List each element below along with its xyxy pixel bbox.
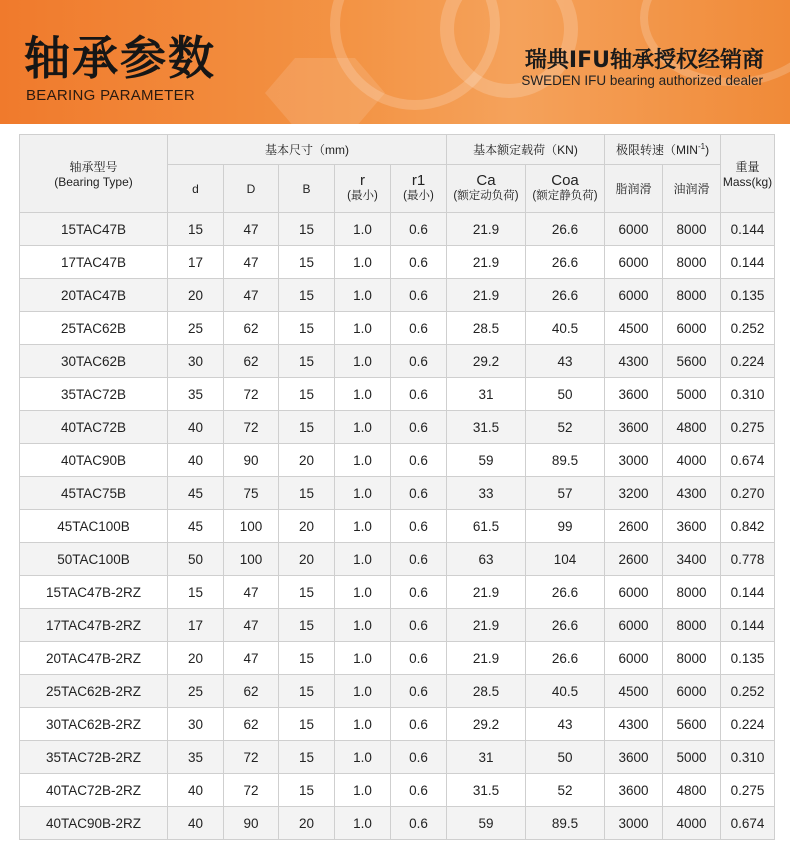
cell-d: 50 xyxy=(168,543,224,576)
table-row xyxy=(20,675,775,708)
cell-d: 40 xyxy=(168,444,224,477)
cell-model: 30TAC62B-2RZ xyxy=(20,708,168,741)
col-header-d: d xyxy=(168,165,224,213)
cell-B: 15 xyxy=(279,576,335,609)
col-header-r xyxy=(335,165,391,213)
cell-ca: 28.5 xyxy=(447,675,526,708)
cell-ca: 21.9 xyxy=(447,642,526,675)
cell-mass: 0.310 xyxy=(721,741,775,774)
cell-model: 25TAC62B-2RZ xyxy=(20,675,168,708)
col-header-ca xyxy=(447,165,526,213)
cell-d: 20 xyxy=(168,279,224,312)
cell-r: 1.0 xyxy=(335,807,391,840)
dealer-title: 瑞典IFU轴承授权经销商 xyxy=(524,48,764,73)
r-note: (最小) xyxy=(347,190,378,202)
cell-r: 1.0 xyxy=(335,642,391,675)
cell-r1: 0.6 xyxy=(391,477,447,510)
col-group-speed xyxy=(605,135,721,165)
cell-r: 1.0 xyxy=(335,312,391,345)
cell-oil-speed: 5000 xyxy=(663,741,721,774)
cell-grease-speed: 2600 xyxy=(605,510,663,543)
col-header-mass xyxy=(721,135,775,213)
cell-r1: 0.6 xyxy=(391,279,447,312)
cell-r1: 0.6 xyxy=(391,741,447,774)
cell-oil-speed: 3400 xyxy=(663,543,721,576)
cell-r: 1.0 xyxy=(335,246,391,279)
cell-grease-speed: 3600 xyxy=(605,774,663,807)
cell-d: 35 xyxy=(168,378,224,411)
cell-ca: 21.9 xyxy=(447,576,526,609)
cell-B: 15 xyxy=(279,774,335,807)
cell-model: 35TAC72B-2RZ xyxy=(20,741,168,774)
cell-coa: 52 xyxy=(526,411,605,444)
cell-grease-speed: 4300 xyxy=(605,345,663,378)
cell-grease-speed: 6000 xyxy=(605,213,663,246)
cell-oil-speed: 8000 xyxy=(663,642,721,675)
cell-coa: 99 xyxy=(526,510,605,543)
cell-grease-speed: 3600 xyxy=(605,411,663,444)
cell-coa: 26.6 xyxy=(526,609,605,642)
cell-r1: 0.6 xyxy=(391,312,447,345)
cell-B: 15 xyxy=(279,411,335,444)
cell-D: 72 xyxy=(224,378,279,411)
cell-ca: 29.2 xyxy=(447,345,526,378)
cell-ca: 59 xyxy=(447,444,526,477)
cell-coa: 26.6 xyxy=(526,246,605,279)
cell-grease-speed: 4500 xyxy=(605,312,663,345)
cell-d: 25 xyxy=(168,675,224,708)
r1-note: (最小) xyxy=(403,190,434,202)
cell-grease-speed: 2600 xyxy=(605,543,663,576)
cell-r: 1.0 xyxy=(335,279,391,312)
cell-oil-speed: 8000 xyxy=(663,609,721,642)
cell-B: 15 xyxy=(279,378,335,411)
cell-B: 15 xyxy=(279,675,335,708)
cell-B: 15 xyxy=(279,246,335,279)
bearing-spec-table xyxy=(19,134,775,840)
cell-r: 1.0 xyxy=(335,609,391,642)
cell-d: 25 xyxy=(168,312,224,345)
speed-header-suffix: ) xyxy=(705,143,710,157)
cell-D: 47 xyxy=(224,642,279,675)
cell-model: 15TAC47B xyxy=(20,213,168,246)
coa-note: (额定静负荷) xyxy=(532,190,598,202)
cell-r: 1.0 xyxy=(335,543,391,576)
cell-mass: 0.135 xyxy=(721,279,775,312)
cell-B: 15 xyxy=(279,312,335,345)
cell-r1: 0.6 xyxy=(391,246,447,279)
cell-model: 45TAC100B xyxy=(20,510,168,543)
cell-oil-speed: 8000 xyxy=(663,213,721,246)
cell-mass: 0.252 xyxy=(721,312,775,345)
cell-coa: 89.5 xyxy=(526,444,605,477)
cell-r1: 0.6 xyxy=(391,576,447,609)
cell-mass: 0.270 xyxy=(721,477,775,510)
cell-oil-speed: 6000 xyxy=(663,675,721,708)
cell-oil-speed: 4800 xyxy=(663,411,721,444)
cell-model: 40TAC72B xyxy=(20,411,168,444)
cell-d: 40 xyxy=(168,774,224,807)
cell-r: 1.0 xyxy=(335,774,391,807)
cell-r1: 0.6 xyxy=(391,510,447,543)
r-symbol: r xyxy=(360,172,365,189)
cell-grease-speed: 4300 xyxy=(605,708,663,741)
cell-r: 1.0 xyxy=(335,708,391,741)
cell-ca: 28.5 xyxy=(447,312,526,345)
cell-r: 1.0 xyxy=(335,213,391,246)
cell-mass: 0.778 xyxy=(721,543,775,576)
cell-B: 15 xyxy=(279,213,335,246)
cell-r1: 0.6 xyxy=(391,345,447,378)
cell-r: 1.0 xyxy=(335,378,391,411)
cell-mass: 0.674 xyxy=(721,807,775,840)
cell-ca: 21.9 xyxy=(447,279,526,312)
col-header-coa xyxy=(526,165,605,213)
cell-grease-speed: 6000 xyxy=(605,279,663,312)
cell-model: 40TAC90B xyxy=(20,444,168,477)
table-row xyxy=(20,807,775,840)
dealer-subtitle: SWEDEN IFU bearing authorized dealer xyxy=(521,73,763,88)
cell-r1: 0.6 xyxy=(391,609,447,642)
table-row xyxy=(20,609,775,642)
cell-grease-speed: 3200 xyxy=(605,477,663,510)
cell-B: 15 xyxy=(279,642,335,675)
table-row xyxy=(20,246,775,279)
col-header-type xyxy=(20,135,168,213)
cell-coa: 26.6 xyxy=(526,642,605,675)
mass-header-cn: 重量 xyxy=(735,160,760,174)
cell-r: 1.0 xyxy=(335,510,391,543)
col-header-oil: 油润滑 xyxy=(663,165,721,213)
cell-grease-speed: 3000 xyxy=(605,444,663,477)
cell-grease-speed: 3000 xyxy=(605,807,663,840)
cell-B: 15 xyxy=(279,741,335,774)
table-row xyxy=(20,345,775,378)
cell-model: 50TAC100B xyxy=(20,543,168,576)
cell-D: 62 xyxy=(224,708,279,741)
cell-ca: 59 xyxy=(447,807,526,840)
cell-oil-speed: 4300 xyxy=(663,477,721,510)
cell-r1: 0.6 xyxy=(391,411,447,444)
cell-D: 47 xyxy=(224,279,279,312)
cell-B: 15 xyxy=(279,477,335,510)
cell-r1: 0.6 xyxy=(391,213,447,246)
cell-mass: 0.144 xyxy=(721,246,775,279)
cell-r1: 0.6 xyxy=(391,708,447,741)
ca-note: (额定动负荷) xyxy=(453,190,519,202)
cell-B: 20 xyxy=(279,510,335,543)
cell-r1: 0.6 xyxy=(391,807,447,840)
table-row xyxy=(20,312,775,345)
cell-d: 17 xyxy=(168,246,224,279)
cell-d: 17 xyxy=(168,609,224,642)
cell-d: 35 xyxy=(168,741,224,774)
cell-model: 20TAC47B-2RZ xyxy=(20,642,168,675)
cell-mass: 0.144 xyxy=(721,609,775,642)
page-subtitle: BEARING PARAMETER xyxy=(26,87,196,104)
cell-d: 45 xyxy=(168,477,224,510)
cell-coa: 52 xyxy=(526,774,605,807)
cell-coa: 57 xyxy=(526,477,605,510)
r1-symbol: r1 xyxy=(411,172,426,189)
cell-d: 15 xyxy=(168,213,224,246)
cell-oil-speed: 4000 xyxy=(663,444,721,477)
cell-mass: 0.252 xyxy=(721,675,775,708)
cell-D: 72 xyxy=(224,411,279,444)
cell-mass: 0.310 xyxy=(721,378,775,411)
cell-r1: 0.6 xyxy=(391,444,447,477)
cell-coa: 50 xyxy=(526,741,605,774)
ca-symbol: Ca xyxy=(476,172,496,189)
cell-grease-speed: 3600 xyxy=(605,378,663,411)
cell-mass: 0.135 xyxy=(721,642,775,675)
cell-mass: 0.275 xyxy=(721,411,775,444)
cell-coa: 104 xyxy=(526,543,605,576)
cell-r1: 0.6 xyxy=(391,543,447,576)
cell-oil-speed: 5600 xyxy=(663,708,721,741)
cell-D: 47 xyxy=(224,609,279,642)
cell-coa: 26.6 xyxy=(526,213,605,246)
cell-d: 15 xyxy=(168,576,224,609)
cell-model: 40TAC72B-2RZ xyxy=(20,774,168,807)
cell-B: 15 xyxy=(279,345,335,378)
cell-coa: 40.5 xyxy=(526,675,605,708)
cell-model: 35TAC72B xyxy=(20,378,168,411)
cell-r: 1.0 xyxy=(335,444,391,477)
cell-oil-speed: 5600 xyxy=(663,345,721,378)
cell-r1: 0.6 xyxy=(391,642,447,675)
cell-model: 20TAC47B xyxy=(20,279,168,312)
speed-header-sup: -1 xyxy=(697,142,706,151)
col-group-dimensions: 基本尺寸（mm) xyxy=(168,135,447,165)
cell-r1: 0.6 xyxy=(391,675,447,708)
table-row xyxy=(20,411,775,444)
table-row xyxy=(20,576,775,609)
cell-r: 1.0 xyxy=(335,345,391,378)
cell-ca: 29.2 xyxy=(447,708,526,741)
cell-B: 20 xyxy=(279,807,335,840)
coa-symbol: Coa xyxy=(551,172,579,189)
cell-ca: 31.5 xyxy=(447,774,526,807)
cell-B: 15 xyxy=(279,609,335,642)
cell-model: 30TAC62B xyxy=(20,345,168,378)
table-row xyxy=(20,444,775,477)
cell-model: 25TAC62B xyxy=(20,312,168,345)
cell-mass: 0.674 xyxy=(721,444,775,477)
cell-ca: 31.5 xyxy=(447,411,526,444)
table-row xyxy=(20,774,775,807)
cell-d: 45 xyxy=(168,510,224,543)
table-row xyxy=(20,279,775,312)
col-header-grease: 脂润滑 xyxy=(605,165,663,213)
cell-coa: 40.5 xyxy=(526,312,605,345)
cell-oil-speed: 8000 xyxy=(663,246,721,279)
cell-r: 1.0 xyxy=(335,477,391,510)
cell-B: 15 xyxy=(279,279,335,312)
cell-D: 75 xyxy=(224,477,279,510)
cell-grease-speed: 6000 xyxy=(605,246,663,279)
cell-grease-speed: 6000 xyxy=(605,642,663,675)
cell-grease-speed: 4500 xyxy=(605,675,663,708)
spec-table-body xyxy=(20,213,775,840)
cell-grease-speed: 3600 xyxy=(605,741,663,774)
table-row xyxy=(20,510,775,543)
cell-d: 20 xyxy=(168,642,224,675)
col-group-load: 基本额定载荷（KN) xyxy=(447,135,605,165)
cell-B: 15 xyxy=(279,708,335,741)
cell-D: 90 xyxy=(224,444,279,477)
type-header-cn: 轴承型号 xyxy=(69,160,118,174)
cell-coa: 43 xyxy=(526,708,605,741)
cell-grease-speed: 6000 xyxy=(605,609,663,642)
table-row xyxy=(20,741,775,774)
cell-coa: 50 xyxy=(526,378,605,411)
cell-ca: 33 xyxy=(447,477,526,510)
cell-r1: 0.6 xyxy=(391,378,447,411)
cell-ca: 31 xyxy=(447,378,526,411)
cell-D: 62 xyxy=(224,312,279,345)
cell-D: 47 xyxy=(224,246,279,279)
cell-r: 1.0 xyxy=(335,576,391,609)
cell-r: 1.0 xyxy=(335,675,391,708)
cell-oil-speed: 8000 xyxy=(663,576,721,609)
cell-r: 1.0 xyxy=(335,741,391,774)
cell-model: 17TAC47B-2RZ xyxy=(20,609,168,642)
cell-d: 40 xyxy=(168,411,224,444)
cell-oil-speed: 4800 xyxy=(663,774,721,807)
cell-coa: 43 xyxy=(526,345,605,378)
cell-ca: 61.5 xyxy=(447,510,526,543)
cell-ca: 21.9 xyxy=(447,609,526,642)
cell-D: 100 xyxy=(224,510,279,543)
cell-mass: 0.224 xyxy=(721,345,775,378)
cell-mass: 0.144 xyxy=(721,213,775,246)
cell-model: 15TAC47B-2RZ xyxy=(20,576,168,609)
type-header-en: (Bearing Type) xyxy=(54,175,133,189)
table-row xyxy=(20,213,775,246)
cell-ca: 21.9 xyxy=(447,213,526,246)
table-row xyxy=(20,477,775,510)
col-header-B: B xyxy=(279,165,335,213)
cell-d: 40 xyxy=(168,807,224,840)
cell-oil-speed: 8000 xyxy=(663,279,721,312)
speed-header-prefix: 极限转速（MIN xyxy=(615,143,698,157)
cell-model: 45TAC75B xyxy=(20,477,168,510)
cell-B: 20 xyxy=(279,444,335,477)
cell-D: 47 xyxy=(224,576,279,609)
cell-oil-speed: 5000 xyxy=(663,378,721,411)
cell-oil-speed: 3600 xyxy=(663,510,721,543)
cell-coa: 89.5 xyxy=(526,807,605,840)
cell-model: 40TAC90B-2RZ xyxy=(20,807,168,840)
table-row xyxy=(20,378,775,411)
col-header-D: D xyxy=(224,165,279,213)
table-row xyxy=(20,708,775,741)
cell-mass: 0.275 xyxy=(721,774,775,807)
cell-D: 100 xyxy=(224,543,279,576)
cell-grease-speed: 6000 xyxy=(605,576,663,609)
cell-D: 62 xyxy=(224,675,279,708)
cell-mass: 0.224 xyxy=(721,708,775,741)
cell-mass: 0.144 xyxy=(721,576,775,609)
cell-D: 72 xyxy=(224,774,279,807)
cell-coa: 26.6 xyxy=(526,279,605,312)
cell-oil-speed: 4000 xyxy=(663,807,721,840)
cell-d: 30 xyxy=(168,708,224,741)
cell-B: 20 xyxy=(279,543,335,576)
cell-D: 62 xyxy=(224,345,279,378)
cell-ca: 63 xyxy=(447,543,526,576)
cell-d: 30 xyxy=(168,345,224,378)
cell-mass: 0.842 xyxy=(721,510,775,543)
cell-D: 90 xyxy=(224,807,279,840)
cell-oil-speed: 6000 xyxy=(663,312,721,345)
table-row xyxy=(20,642,775,675)
header-banner xyxy=(0,0,790,124)
cell-D: 72 xyxy=(224,741,279,774)
cell-D: 47 xyxy=(224,213,279,246)
cell-model: 17TAC47B xyxy=(20,246,168,279)
col-header-r1 xyxy=(391,165,447,213)
cell-r1: 0.6 xyxy=(391,774,447,807)
cell-coa: 26.6 xyxy=(526,576,605,609)
cell-ca: 21.9 xyxy=(447,246,526,279)
mass-header-en: Mass(kg) xyxy=(722,175,773,189)
table-row xyxy=(20,543,775,576)
cell-ca: 31 xyxy=(447,741,526,774)
cell-r: 1.0 xyxy=(335,411,391,444)
page-title: 轴承参数 xyxy=(24,31,216,85)
